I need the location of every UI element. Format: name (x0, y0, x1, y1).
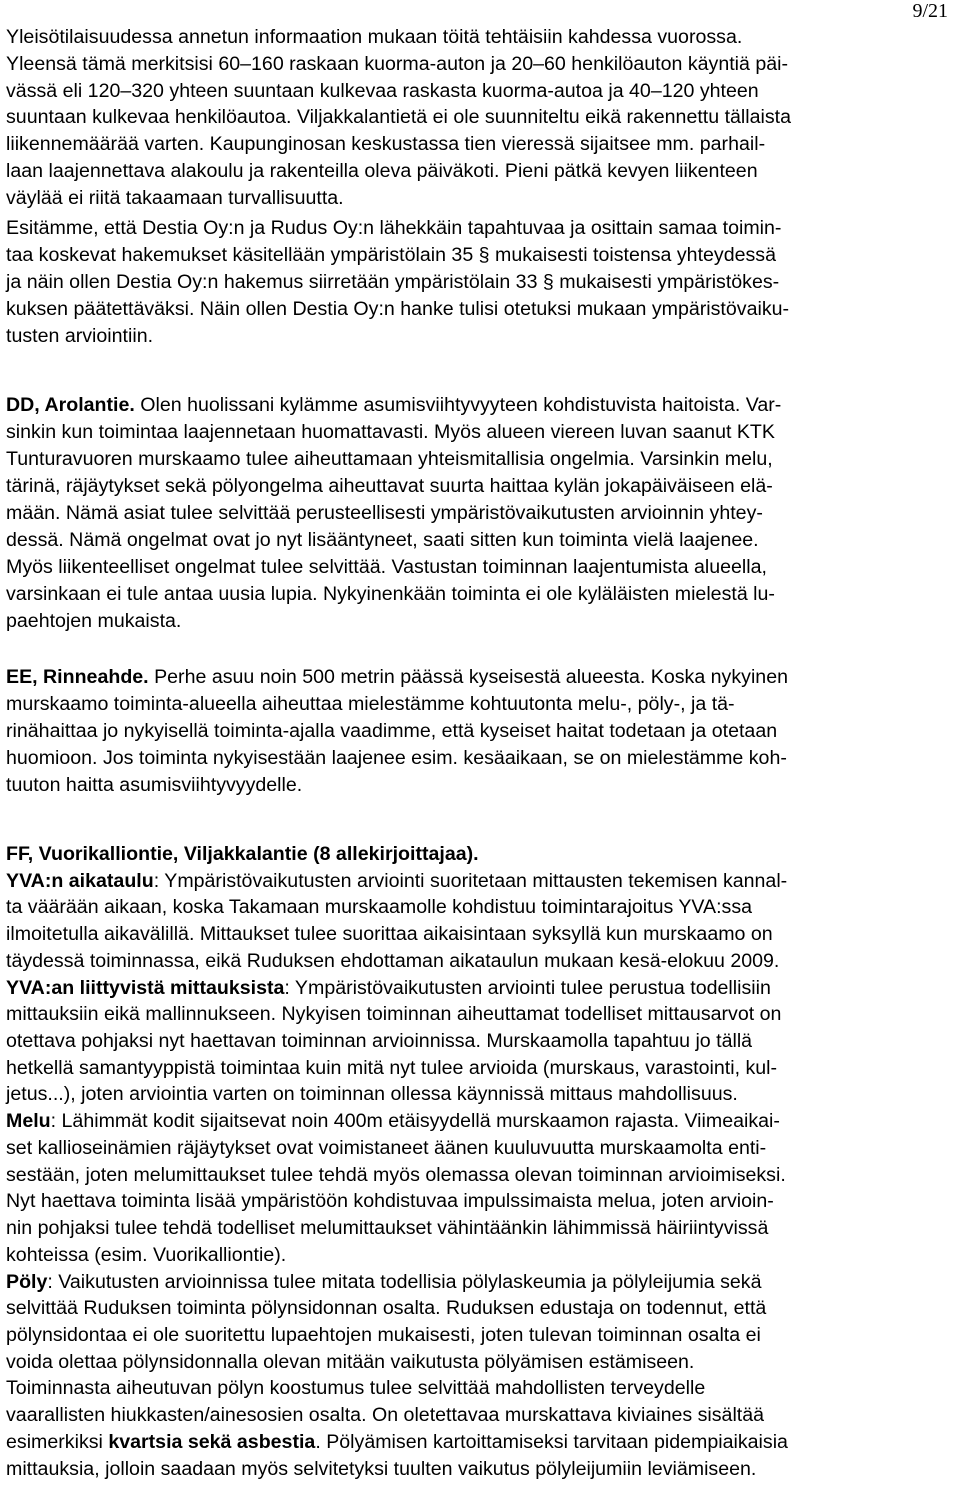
bold-text: YVA:n aikataulu (6, 869, 154, 892)
text-segment: : Vaikutusten arvioinnissa tulee mitata todellisia pölylaskeumia ja pölyleijumia sekä (47, 1270, 762, 1293)
text-segment: sestään, joten melumittaukset tulee tehdä myös olemassa olevan toiminnan arvioimiseksi. (6, 1163, 786, 1186)
text-line (6, 1081, 738, 1107)
text-line (6, 772, 302, 798)
text-line (6, 1402, 764, 1428)
text-line (6, 581, 775, 607)
text-line (6, 745, 787, 771)
text-line (6, 269, 779, 295)
text-segment: huomioon. Jos toiminta nykyisestään laajenee esim. kesäaikaan, se on mielestämme koh- (6, 746, 787, 769)
text-line (6, 1349, 694, 1375)
text-segment: Esitämme, että Destia Oy:n ja Rudus Oy:n lähekkäin tapahtuvaa ja osittain samaa toimin- (6, 217, 782, 239)
bold-text: DD, Arolantie. (6, 394, 135, 416)
text-segment: laan laajennettava alakoulu ja rakenteilla oleva päiväkoti. Pieni pätkä kevyen liikenteen (6, 160, 758, 182)
text-segment: dessä. Nämä ongelmat ovat jo nyt lisääntyneet, saati sitten kun toiminta vielä laajenee. (6, 529, 759, 551)
text-line (6, 868, 787, 894)
text-segment: väylää ei riitä takaamaan turvallisuutta. (6, 186, 344, 209)
text-line (6, 1242, 286, 1268)
text-line (6, 1028, 752, 1054)
text-line (6, 921, 773, 947)
text-segment: vaarallisten hiukkasten/ainesosien osalta. On oletettavaa murskattava kiviaines sisältää (6, 1404, 765, 1427)
text-line (6, 1108, 780, 1134)
text-segment: voida olettaa pölynsidonnalla olevan mitään vaikutusta pölyämisen estämiseen. (6, 1350, 695, 1373)
text-segment: suuntaan kulkevaa henkilöautoa. Viljakkalantietä ei ole suunniteltu eikä rakennettu tällaista (6, 106, 792, 129)
text-line (6, 473, 773, 499)
text-line (6, 131, 765, 157)
text-segment: jetus...), joten arviointia varten on toiminnan ollessa käynnissä mittaus mahdollisuus. (6, 1083, 738, 1106)
text-line (6, 1456, 756, 1482)
bold-text: kvartsia sekä asbestia (108, 1430, 316, 1453)
text-segment: otettava pohjaksi nyt haettavan toiminnan arvioinnissa. Murskaamolla tapahtuu jo tällä (6, 1030, 753, 1053)
text-line (6, 1055, 777, 1081)
text-segment: tuuton haitta asumisviihtyvyydelle. (6, 773, 303, 796)
text-segment: Tunturavuoren murskaamo tulee aiheuttamaan yhteismitallisia ongelmia. Varsinkin melu, (6, 448, 773, 470)
text-line (6, 104, 791, 130)
text-line (6, 51, 788, 77)
text-segment: selvittää Ruduksen toiminta pölynsidonnan osalta. Ruduksen edustaja on todennut, että (6, 1297, 767, 1320)
text-line (6, 1001, 781, 1027)
text-segment: vässä eli 120–320 yhteen suuntaan kulkevaa raskasta kuorma-autoa ja 40–120 yhteen (6, 79, 759, 102)
text-segment: kuksen päätettäväksi. Näin ollen Destia Oy:n hanke tulisi otetuksi mukaan ympäristövaiku- (6, 297, 790, 320)
text-segment: pölynsidontaa ei ole suoritettu lupaehtojen mukaisesti, joten tulevan toiminnan osalta ei (6, 1323, 761, 1346)
text-line (6, 392, 781, 418)
text-segment: taa koskevat hakemukset käsitellään ympäristölain 35 § mukaisesti toistensa yhteydessä (6, 243, 776, 266)
text-segment: esimerkiksi (6, 1430, 109, 1453)
text-line (6, 1322, 761, 1348)
text-segment: Myös liikenteelliset ongelmat tulee selvittää. Vastustan toiminnan laajentumista alueella, (6, 556, 767, 578)
text-line (6, 664, 788, 690)
text-line (6, 948, 779, 974)
text-line (6, 1269, 761, 1295)
text-segment: mittauksia, jolloin saadaan myös selvitetyksi tuulten vaikutus pölyleijumiin leviämiseen. (6, 1457, 757, 1480)
text-segment: tusten arviointiin. (6, 324, 154, 347)
text-segment: ja näin ollen Destia Oy:n hakemus siirretään ympäristölain 33 § mukaisesti ympäristökes- (6, 270, 780, 293)
text-line (6, 158, 758, 184)
text-line (6, 1375, 705, 1401)
bold-text: Melu (6, 1110, 51, 1133)
text-segment: tärinä, räjäytykset sekä pölyongelma aiheuttavat suurta haittaa kylän jokapäiväiseen elä- (6, 475, 773, 497)
text-segment: ilmoitetulla aikavälillä. Mittaukset tulee suorittaa aikaisintaan syksyllä kun murskaamo on (6, 923, 773, 946)
bold-text: EE, Rinneahde. (6, 666, 149, 688)
text-line (6, 446, 773, 472)
text-segment: Yleensä tämä merkitsisi 60–160 raskaan kuorma-auton ja 20–60 henkilöauton käyntiä päi- (6, 52, 789, 75)
text-segment: ta väärään aikaan, koska Takamaan murskaamolle kohdistuu toimintarajoitus YVA:ssa (6, 896, 753, 919)
text-line (6, 78, 759, 104)
text-segment: mään. Nämä asiat tulee selvittää perusteellisesti ympäristövaikutusten arvioinnin yhtey- (6, 502, 763, 524)
text-segment: mittauksiin eikä mallinnukseen. Nykyisen toiminnan aiheuttamat todelliset mittausarvot on (6, 1003, 782, 1026)
text-line (6, 1215, 768, 1241)
text-segment: murskaamo toiminta-alueella aiheuttaa mielestämme kohtuutonta melu-, pöly-, ja tä- (6, 692, 735, 715)
text-line (6, 1295, 766, 1321)
text-line (6, 215, 781, 241)
text-segment: sinkin kun toimintaa laajennetaan huomattavasti. Myös alueen viereen luvan saanut KTK (6, 421, 775, 443)
text-line (6, 1162, 786, 1188)
text-line (6, 1429, 788, 1455)
bold-text: FF, Vuorikalliontie, Viljakkalantie (8 allekirjoittajaa). (6, 843, 479, 865)
text-segment: kohteissa (esim. Vuorikalliontie). (6, 1243, 287, 1266)
text-segment: . Pölyämisen kartoittamiseksi tarvitaan pidempiaikaisia (315, 1430, 788, 1453)
text-segment: Olen huolissani kylämme asumisviihtyvyyteen kohdistuvista haitoista. Var- (134, 394, 782, 416)
text-segment: paehtojen mukaista. (6, 610, 182, 632)
text-line (6, 608, 181, 634)
text-segment: : Ympäristövaikutusten arviointi suoritetaan mittausten tekemisen kannal- (153, 869, 788, 892)
bold-text: Pöly (6, 1270, 48, 1293)
text-segment: liikennemäärää varten. Kaupunginosan keskustassa tien vieressä sijaitsee mm. parhail- (6, 133, 766, 156)
text-line (6, 841, 479, 867)
page-number: 9/21 (912, 0, 948, 22)
text-line (6, 1135, 766, 1161)
text-line (6, 296, 789, 322)
text-segment: : Ympäristövaikutusten arviointi tulee perustua todellisiin (284, 976, 771, 999)
text-line (6, 1188, 774, 1214)
text-segment: täydessä toiminnassa, eikä Ruduksen ehdottaman aikataulun mukaan kesä-elokuu 2009. (6, 949, 780, 972)
text-line (6, 24, 742, 50)
text-line (6, 718, 777, 744)
text-line (6, 894, 752, 920)
text-line (6, 419, 775, 445)
bold-text: YVA:an liittyvistä mittauksista (6, 976, 285, 999)
text-line (6, 975, 771, 1001)
text-segment: Yleisötilaisuudessa annetun informaation mukaan töitä tehtäisiin kahdessa vuorossa. (6, 26, 743, 48)
text-line (6, 185, 344, 211)
text-line (6, 527, 759, 553)
text-segment: Nyt haettava toiminta lisää ympäristöön kohdistuvaa impulssimaista melua, joten arvioin- (6, 1190, 774, 1213)
text-segment: set kallioseinämien räjäytykset ovat voimistaneet äänen kuuluvuutta murskaamolta enti- (6, 1136, 767, 1159)
text-segment: hetkellä samantyyppistä toimintaa kuin mitä nyt tulee arvioida (murskaus, varastointi, kul- (6, 1056, 778, 1079)
text-line (6, 242, 776, 268)
text-segment: nin pohjaksi tulee tehdä todelliset melumittaukset vähintäänkin lähimmissä häiriintyvissä (6, 1217, 769, 1240)
text-segment: rinähaittaa jo nykyisellä toiminta-ajalla vaadimme, että kyseiset haitat todetaan ja otetaan (6, 719, 778, 742)
text-line (6, 691, 735, 717)
text-line (6, 554, 767, 580)
text-segment: Perhe asuu noin 500 metrin päässä kyseisestä alueesta. Koska nykyinen (148, 666, 788, 688)
text-line (6, 323, 153, 349)
text-segment: Toiminnasta aiheutuvan pölyn koostumus tulee selvittää mahdollisten terveydelle (6, 1377, 706, 1400)
text-line (6, 500, 763, 526)
text-segment: : Lähimmät kodit sijaitsevat noin 400m etäisyydellä murskaamon rajasta. Viimeaikai- (50, 1110, 780, 1133)
text-segment: varsinkaan ei tule antaa uusia lupia. Nykyinenkään toiminta ei ole kyläläisten mielestä lu- (6, 583, 775, 605)
